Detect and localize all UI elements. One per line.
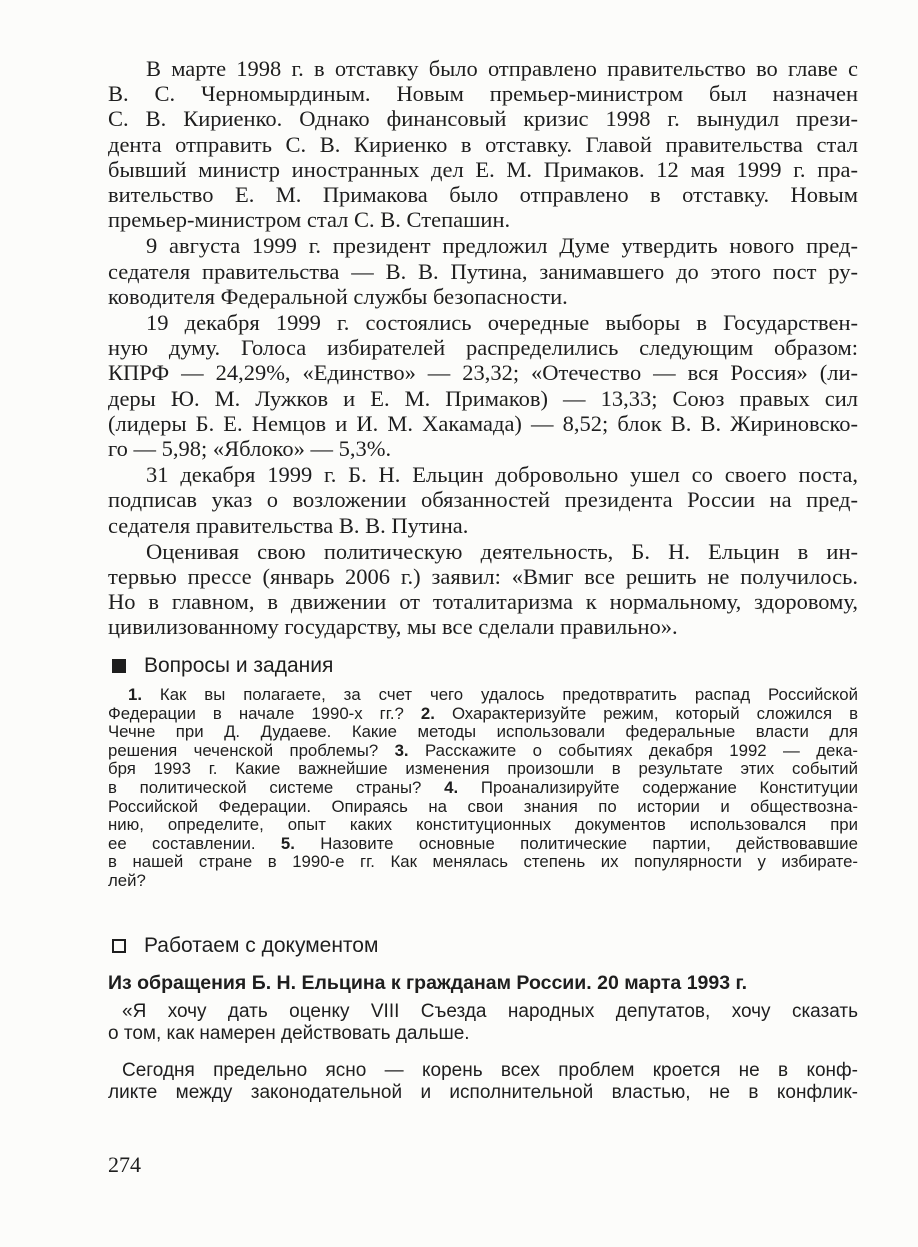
text-line: лей? [108, 870, 146, 890]
paragraph [108, 56, 858, 232]
text-line: С. В. Кириенко. Однако финансовый кризис 1998 г. вынудил прези- [108, 106, 858, 132]
document-section-title: Работаем с документом [144, 934, 379, 957]
text-line: тервью прессе (январь 2006 г.) заявил: «Вмиг все решить не получилось. [108, 564, 858, 590]
text-line: Российской Федерации. Опираясь на свои знания по истории и обществозна- [108, 796, 858, 816]
text-line: дента отправить С. В. Кириенко в отставку. Главой правительства стал [108, 131, 858, 157]
text-line: Федерации в начале 1990-х гг.? 2. Охарактеризуйте режим, который сложился в [108, 703, 858, 723]
paragraph [108, 462, 858, 538]
text-line: В. С. Черномырдиным. Новым премьер-министром был назначен [108, 81, 858, 107]
text-line: бря 1993 г. Какие важнейшие изменения произошли в результате этих событий [108, 759, 858, 779]
text-line: вительство Е. М. Примакова было отправлено в отставку. Новым [108, 182, 858, 208]
text-line: решения чеченской проблемы? 3. Расскажите о событиях декабря 1992 — дека- [108, 740, 858, 760]
text-line: 19 декабря 1999 г. состоялись очередные выборы в Государствен- [146, 310, 858, 336]
document-excerpt [108, 972, 858, 1119]
text-line: ную думу. Голоса избирателей распределились следующим образом: [108, 335, 858, 361]
questions-section-header [112, 654, 333, 678]
empty-square-icon [112, 939, 126, 953]
paragraph [108, 539, 858, 640]
text-line: премьер-министром стал С. В. Степашин. [108, 207, 511, 233]
questions-text [108, 686, 858, 891]
paragraph [108, 233, 858, 309]
text-line: ликте между законодательной и исполнительной властью, не в конфлик- [108, 1082, 858, 1103]
text-line: деры Ю. М. Лужков и Е. М. Примаков) — 13,33; Союз правых сил [108, 385, 858, 411]
text-line: Чечне при Д. Дудаеве. Какие методы использовали федеральные власти для [108, 722, 858, 742]
text-line: Но в главном, в движении от тоталитаризма к нормальному, здоровому, [108, 589, 858, 615]
document-heading: Из обращения Б. Н. Ельцина к гражданам России. 20 марта 1993 г. [108, 972, 748, 994]
text-line: в нашей стране в 1990-е гг. Как менялась степень их популярности у избирате- [108, 852, 858, 872]
text-line: нию, определите, опыт каких конституционных документов использовался при [108, 815, 858, 835]
text-line: Сегодня предельно ясно — корень всех проблем кроется не в конф- [122, 1059, 858, 1081]
text-line: го — 5,98; «Яблоко» — 5,3%. [108, 436, 392, 462]
page-number: 274 [108, 1152, 141, 1177]
filled-square-icon [112, 659, 126, 673]
quote-paragraph [108, 1001, 858, 1046]
quote-paragraph [108, 1060, 858, 1105]
text-line: В марте 1998 г. в отставку было отправлено правительство во главе с [146, 56, 858, 81]
text-line: ее составлении. 5. Назовите основные политические партии, действовавшие [108, 833, 858, 853]
text-line: подписав указ о возложении обязанностей президента России на пред- [108, 487, 858, 513]
text-line: в политической системе страны? 4. Проанализируйте содержание Конституции [108, 777, 858, 797]
text-line: бывший министр иностранных дел Е. М. Примаков. 12 мая 1999 г. пра- [108, 156, 858, 182]
main-text [108, 56, 858, 641]
text-line: седателя правительства В. В. Путина. [108, 512, 469, 538]
text-line: (лидеры Б. Е. Немцов и И. М. Хакамада) — 8,52; блок В. В. Жириновско- [108, 410, 858, 436]
text-line: ководителя Федеральной службы безопасности. [108, 283, 568, 309]
text-line: Оценивая свою политическую деятельность, Б. Н. Ельцин в ин- [146, 538, 858, 564]
text-line: КПРФ — 24,29%, «Единство» — 23,32; «Отечество — вся Россия» (ли- [108, 360, 858, 386]
text-line: 31 декабря 1999 г. Б. Н. Ельцин добровольно ушел со своего поста, [146, 462, 858, 488]
text-line: седателя правительства — В. В. Путина, занимавшего до этого пост ру- [108, 258, 858, 284]
text-line: «Я хочу дать оценку VIII Съезда народных депутатов, хочу сказать [122, 1000, 858, 1022]
text-line: цивилизованному государству, мы все сделали правильно». [108, 614, 678, 640]
text-line: 9 августа 1999 г. президент предложил Думе утвердить нового пред- [146, 233, 858, 259]
questions-title: Вопросы и задания [144, 654, 334, 677]
paragraph [108, 310, 858, 461]
text-line: 1. Как вы полагаете, за счет чего удалось предотвратить распад Российской [128, 685, 858, 704]
document-section-header [112, 934, 378, 958]
text-line: о том, как намерен действовать дальше. [108, 1023, 470, 1044]
